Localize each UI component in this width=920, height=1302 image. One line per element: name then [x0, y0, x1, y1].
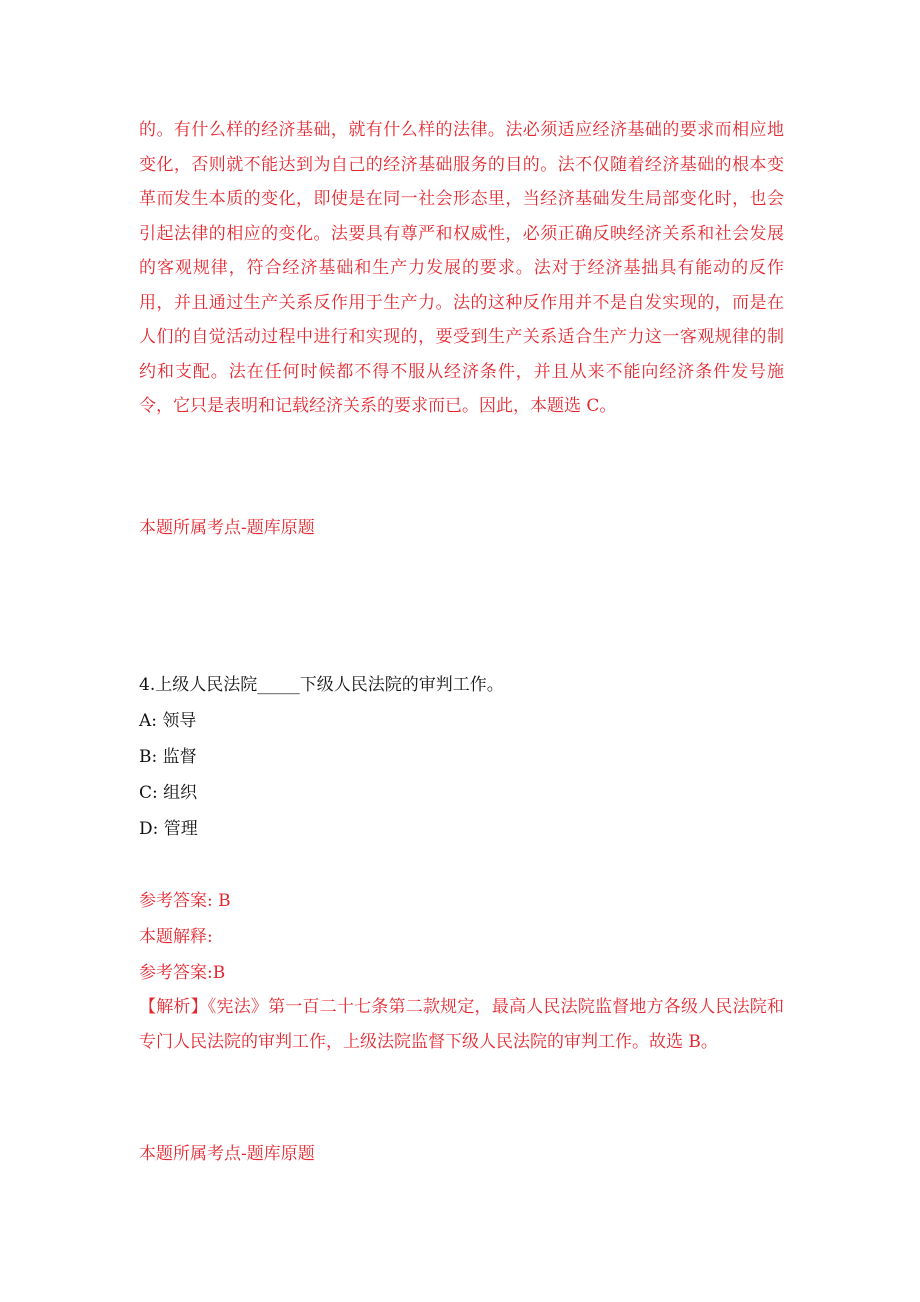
reference-answer-repeat: 参考答案:B — [139, 963, 226, 983]
source-tag: 本题所属考点-题库原题 — [139, 1144, 315, 1164]
question-stem: 4.上级人民法院_____下级人民法院的审判工作。 — [139, 675, 504, 695]
option-b: B: 监督 — [139, 747, 197, 767]
explanation-label: 本题解释: — [139, 927, 213, 947]
option-d: D: 管理 — [139, 819, 198, 839]
analysis-paragraph: 【解析】《宪法》第一百二十七条第二款规定，最高人民法院监督地方各级人民法院和专门人民法院的审判工作，上级法院监督下级人民法院的审判工作。故选 B。 — [139, 997, 784, 1052]
reference-answer: 参考答案: B — [139, 891, 231, 911]
option-a: A: 领导 — [139, 711, 197, 731]
previous-analysis-paragraph: 的。有什么样的经济基础，就有什么样的法律。法必须适应经济基础的要求而相应地变化，否则就不能达到为自己的经济基础服务的目的。法不仅随着经济基础的根本变革而发生本质的变化，即使是在同一社会形态里，当经济基础发生局部变化时，也会引起法律的相应的变化。法要具有尊严和权威性，必须正确反映经济关系和社会发展的客观规律，符合经济基础和生产力发展的要求。法对于经济基拙具有能动的反作用，并且通过生产关系反作用于生产力。法的这种反作用并不是自发实现的，而是在人们的自觉活动过程中进行和实现的，要受到生产关系适合生产力这一客观规律的制约和支配。法在任何时候都不得不服从经济条件，并且从来不能向经济条件发号施令，它只是表明和记载经济关系的要求而已。因此，本题选 C。 — [139, 120, 784, 416]
option-c: C: 组织 — [139, 783, 198, 803]
previous-source-tag: 本题所属考点-题库原题 — [139, 518, 315, 538]
